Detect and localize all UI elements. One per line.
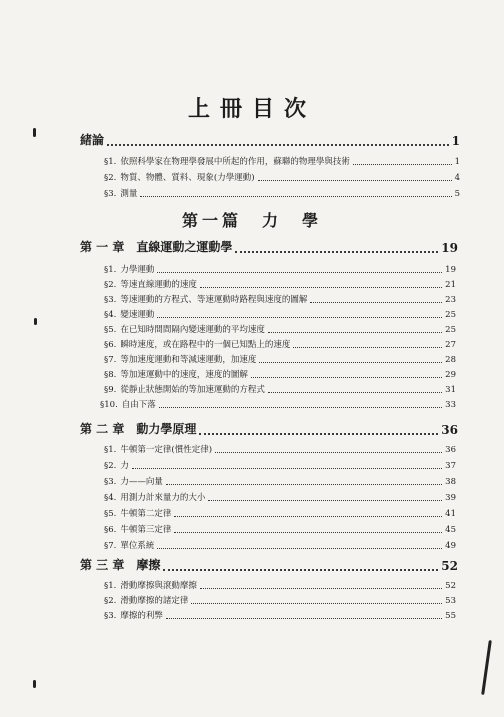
leader-dots	[259, 361, 442, 363]
page-number: 25	[445, 325, 456, 335]
leader-dots	[200, 587, 442, 589]
toc-section-row[interactable]	[104, 323, 456, 335]
section-title: 滑動摩擦的諸定律	[120, 596, 189, 606]
toc-section-row[interactable]	[104, 539, 456, 551]
leader-dots	[235, 250, 438, 253]
page-number: 1	[451, 134, 460, 148]
section-number: §9.	[104, 385, 117, 395]
leader-dots	[251, 376, 442, 378]
page-number: 19	[441, 241, 458, 255]
leader-dots	[163, 568, 438, 571]
leader-dots	[353, 163, 452, 165]
leader-dots	[191, 602, 442, 604]
leader-dots	[200, 286, 442, 288]
toc-section-row[interactable]	[104, 475, 456, 487]
page-number: 33	[445, 400, 456, 410]
section-number: §4.	[104, 310, 117, 320]
page-number: 45	[445, 525, 456, 535]
leader-dots	[132, 467, 442, 469]
section-number: §7.	[104, 355, 117, 365]
page-number: 55	[445, 611, 456, 621]
toc-chapter-row[interactable]	[80, 420, 458, 437]
leader-dots	[166, 617, 442, 619]
page-number: 36	[441, 423, 458, 437]
leader-dots	[174, 531, 442, 533]
toc-section-row[interactable]	[104, 308, 456, 320]
section-title: 單位系統	[120, 541, 155, 551]
section-title: 摩擦的利弊	[120, 611, 163, 621]
leader-dots	[166, 483, 442, 485]
section-title: 自由下落	[121, 400, 156, 410]
section-number: §8.	[104, 370, 117, 380]
leader-dots	[293, 346, 442, 348]
section-number: §2.	[104, 596, 117, 606]
page-number: 52	[445, 581, 456, 591]
page-number: 36	[445, 445, 456, 455]
scan-edge-mark	[481, 640, 492, 695]
page-number: 19	[445, 265, 456, 275]
page-number: 31	[445, 385, 456, 395]
section-title: 用測力計來量力的大小	[120, 493, 206, 503]
section-number: §1.	[104, 157, 117, 167]
section-title: 等加速度運動和等減速運動，加速度	[120, 355, 257, 365]
section-number: §2.	[104, 280, 117, 290]
section-number: §10.	[100, 400, 118, 410]
section-number: §1.	[104, 581, 117, 591]
page-number: 41	[445, 509, 456, 519]
page-number: 4	[454, 173, 460, 183]
toc-section-row[interactable]	[104, 383, 456, 395]
leader-dots	[215, 451, 442, 453]
toc-section-row[interactable]	[104, 338, 456, 350]
leader-dots	[258, 179, 452, 181]
toc-section-row[interactable]	[104, 171, 460, 183]
toc-section-row[interactable]	[104, 459, 456, 471]
toc-section-row[interactable]	[104, 491, 456, 503]
toc-section-row[interactable]	[104, 278, 456, 290]
section-title: 牛頓第一定律(慣性定律)	[120, 445, 213, 455]
toc-section-row[interactable]	[104, 594, 456, 606]
section-title: 力學運動	[120, 265, 155, 275]
toc-section-row[interactable]	[104, 609, 456, 621]
toc-section-row[interactable]	[104, 293, 456, 305]
section-title: 從靜止狀態開始的等加速運動的方程式	[120, 385, 265, 395]
page-number: 53	[445, 596, 456, 606]
leader-dots	[159, 406, 442, 408]
section-number: §6.	[104, 340, 117, 350]
section-title: 在已知時間間隔內變速運動的平均速度	[120, 325, 265, 335]
page-number: 5	[454, 189, 460, 199]
section-title: 變速運動	[120, 310, 155, 320]
page-number: 25	[445, 310, 456, 320]
toc-section-row[interactable]	[100, 398, 456, 410]
page-number: 21	[445, 280, 456, 290]
section-number: §5.	[104, 509, 117, 519]
toc-intro-row[interactable]	[80, 131, 460, 148]
section-title: 牛頓第三定律	[120, 525, 172, 535]
section-number: §5.	[104, 325, 117, 335]
section-title: 等速運動的方程式、等速運動時路程與速度的圖解	[120, 295, 308, 305]
page-number: 29	[445, 370, 456, 380]
leader-dots	[157, 316, 442, 318]
toc-chapter-row[interactable]	[80, 238, 458, 255]
part-title: 第一篇 力 學	[181, 211, 322, 230]
section-number: §1.	[104, 265, 117, 275]
section-number: §2.	[104, 173, 117, 183]
page-number: 27	[445, 340, 456, 350]
toc-section-row[interactable]	[104, 523, 456, 535]
leader-dots	[199, 432, 438, 435]
toc-section-row[interactable]	[104, 263, 456, 275]
toc-section-row[interactable]	[104, 353, 456, 365]
toc-section-row[interactable]	[104, 155, 460, 167]
chapter-heading: 第 三 章 摩擦	[80, 558, 161, 572]
toc-chapter-row[interactable]	[80, 556, 458, 573]
section-number: §3.	[104, 189, 117, 199]
page-number: 28	[445, 355, 456, 365]
section-title: 等速直線運動的速度	[120, 280, 197, 290]
leader-dots	[268, 331, 442, 333]
section-number: §6.	[104, 525, 117, 535]
leader-dots	[140, 195, 451, 197]
section-title: 物質、物體、質料、現象(力學運動)	[120, 173, 255, 183]
section-title: 測量	[120, 189, 138, 199]
page-number: 1	[454, 157, 460, 167]
section-title: 力	[120, 461, 129, 471]
section-number: §4.	[104, 493, 117, 503]
chapter-heading: 緒論	[80, 133, 105, 147]
toc-section-row[interactable]	[104, 507, 456, 519]
chapter-heading: 第 二 章 動力學原理	[80, 422, 197, 436]
leader-dots	[208, 499, 442, 501]
page-number: 37	[445, 461, 456, 471]
leader-dots	[157, 547, 442, 549]
page-title: 上冊目次	[187, 96, 316, 122]
leader-dots	[174, 515, 442, 517]
section-number: §3.	[104, 477, 117, 487]
page-number: 39	[445, 493, 456, 503]
page-number: 49	[445, 541, 456, 551]
leader-dots	[107, 143, 449, 146]
leader-dots	[310, 301, 442, 303]
toc-section-row[interactable]	[104, 368, 456, 380]
section-number: §2.	[104, 461, 117, 471]
leader-dots	[157, 271, 442, 273]
section-number: §3.	[104, 295, 117, 305]
section-title: 等加速運動中的速度，速度的圖解	[120, 370, 248, 380]
section-title: 依照科學家在物理學發展中所起的作用，蘇聯的物理學與技術	[120, 157, 350, 167]
section-number: §3.	[104, 611, 117, 621]
toc-section-row[interactable]	[104, 187, 460, 199]
section-number: §1.	[104, 445, 117, 455]
page-number: 38	[445, 477, 456, 487]
toc-section-row[interactable]	[104, 443, 456, 455]
page-number: 23	[445, 295, 456, 305]
section-title: 瞬時速度，或在路程中的一個已知點上的速度	[120, 340, 291, 350]
scan-speck	[33, 680, 36, 688]
leader-dots	[268, 391, 442, 393]
scan-speck	[34, 318, 37, 325]
scan-speck	[33, 128, 36, 137]
section-number: §7.	[104, 541, 117, 551]
section-title: 力——向量	[120, 477, 163, 487]
chapter-heading: 第 一 章 直線運動之運動學	[80, 240, 233, 254]
page-number: 52	[441, 559, 458, 573]
section-title: 牛頓第二定律	[120, 509, 172, 519]
section-title: 滑動摩擦與滾動摩擦	[120, 581, 197, 591]
toc-section-row[interactable]	[104, 579, 456, 591]
